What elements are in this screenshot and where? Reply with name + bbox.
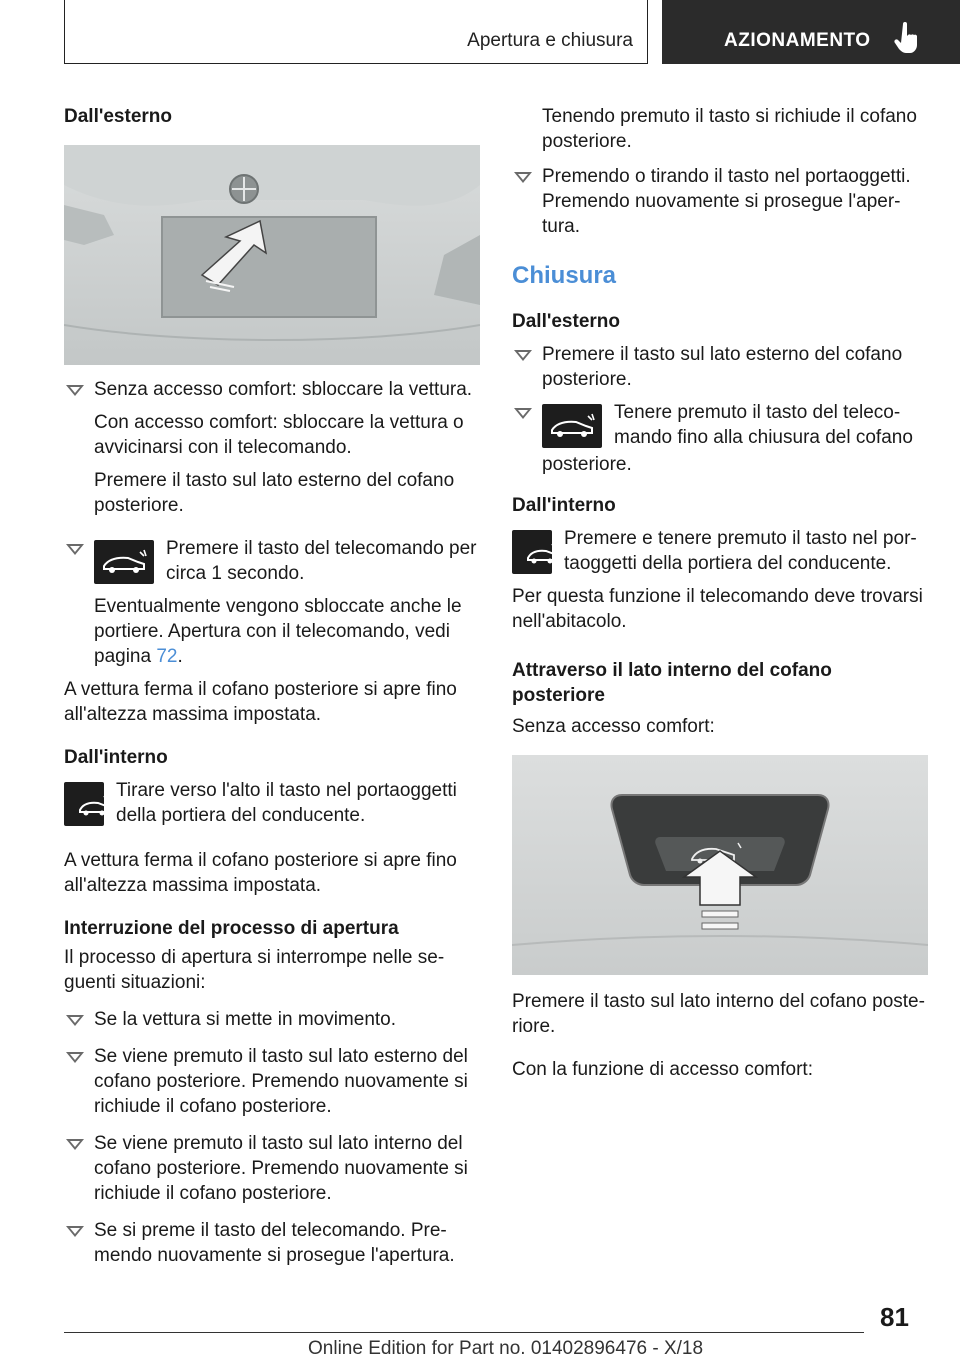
paragraph: Per questa funzione il telecomando deve trovarsi nell'abitacolo.: [512, 586, 923, 632]
paragraph: Tenendo premuto il tasto si richiude il cofano posteriore.: [542, 106, 917, 152]
heading-inside: Dall'interno: [512, 495, 616, 516]
car-tailgate-remote-icon: [94, 540, 154, 584]
header-section: AZIONAMENTO: [724, 30, 871, 51]
page-number: 81: [880, 1302, 909, 1332]
left-column: [64, 98, 480, 1268]
heading-through: Attraverso il lato interno del cofano posteriore: [512, 660, 832, 706]
heading-outside: Dall'esterno: [64, 106, 172, 127]
triangle-bullet-icon: [66, 1015, 84, 1026]
header-title-box: [64, 0, 648, 64]
right-column: [512, 98, 928, 1082]
car-tailgate-remote-icon: [542, 404, 602, 448]
inside-block: Premere e tenere premuto il tasto nel por-taoggetti della portiera del conducente.: [512, 526, 928, 578]
car-tailgate-button-icon: [512, 530, 552, 574]
heading-interrupt: Interruzione del processo di apertura: [64, 918, 399, 939]
triangle-bullet-icon: [66, 1226, 84, 1237]
heading-outside: Dall'esterno: [512, 311, 620, 332]
list-item: Tenere premuto il tasto del teleco-mando fino alla chiusura del cofano posteriore.: [512, 400, 928, 477]
list-item: Se viene premuto il tasto sul lato esterno del cofano posteriore. Premendo nuovamente si richiude il cofano posteriore.: [64, 1044, 480, 1119]
list-item: Se si preme il tasto del telecomando. Pre-mendo nuovamente si prosegue l'apertura.: [64, 1218, 480, 1268]
page-link[interactable]: 72: [156, 646, 178, 667]
triangle-bullet-icon: [514, 350, 532, 361]
hand-pointer-icon: [894, 22, 920, 54]
inside-block: Tirare verso l'alto il tasto nel portaoggetti della portiera del conducente.: [64, 778, 480, 830]
paragraph: Senza accesso comfort:: [512, 716, 715, 737]
triangle-bullet-icon: [66, 1139, 84, 1150]
list-item: Premendo o tirando il tasto nel portaoggetti. Premendo nuovamente si prosegue l'aper-tura.: [512, 164, 928, 239]
list-item: Premere il tasto sul lato esterno del cofano posteriore.: [512, 342, 928, 392]
trunk-interior-button-illustration: [512, 755, 928, 975]
triangle-bullet-icon: [66, 544, 84, 555]
trunk-exterior-illustration: [64, 145, 480, 365]
paragraph: A vettura ferma il cofano posteriore si apre fino all'altezza massima impostata.: [64, 850, 457, 896]
triangle-bullet-icon: [514, 172, 532, 183]
list-item: Premere il tasto del telecomando per circa 1 secondo. Eventualmente vengono sbloccate anche le portiere. Apertura con il telecomando, vedi pagina 72.: [64, 536, 480, 669]
triangle-bullet-icon: [514, 408, 532, 419]
footer-edition: Online Edition for Part no. 01402896476 - X/18: [308, 1338, 704, 1359]
header-section-box: [662, 0, 960, 64]
paragraph: A vettura ferma il cofano posteriore si apre fino all'altezza massima impostata.: [64, 679, 457, 725]
list-item: Senza accesso comfort: sbloccare la vettura. Con accesso comfort: sbloccare la vettura o avvicinarsi con il telecomando. Premere il tasto sul lato esterno del cofano posteriore.: [64, 377, 480, 518]
header-title: Apertura e chiusura: [467, 30, 633, 51]
footer-divider: [64, 1332, 864, 1333]
heading-inside: Dall'interno: [64, 747, 168, 768]
triangle-bullet-icon: [66, 385, 84, 396]
heading-close: Chiusura: [512, 262, 617, 289]
triangle-bullet-icon: [66, 1052, 84, 1063]
paragraph: Il processo di apertura si interrompe nelle se-guenti situazioni:: [64, 947, 445, 993]
car-tailgate-button-icon: [64, 782, 104, 826]
list-item: Se la vettura si mette in movimento.: [64, 1007, 480, 1032]
paragraph: Con la funzione di accesso comfort:: [512, 1059, 813, 1080]
paragraph: Premere il tasto sul lato interno del cofano poste-riore.: [512, 991, 925, 1037]
list-item: Se viene premuto il tasto sul lato interno del cofano posteriore. Premendo nuovamente si richiude il cofano posteriore.: [64, 1131, 480, 1206]
